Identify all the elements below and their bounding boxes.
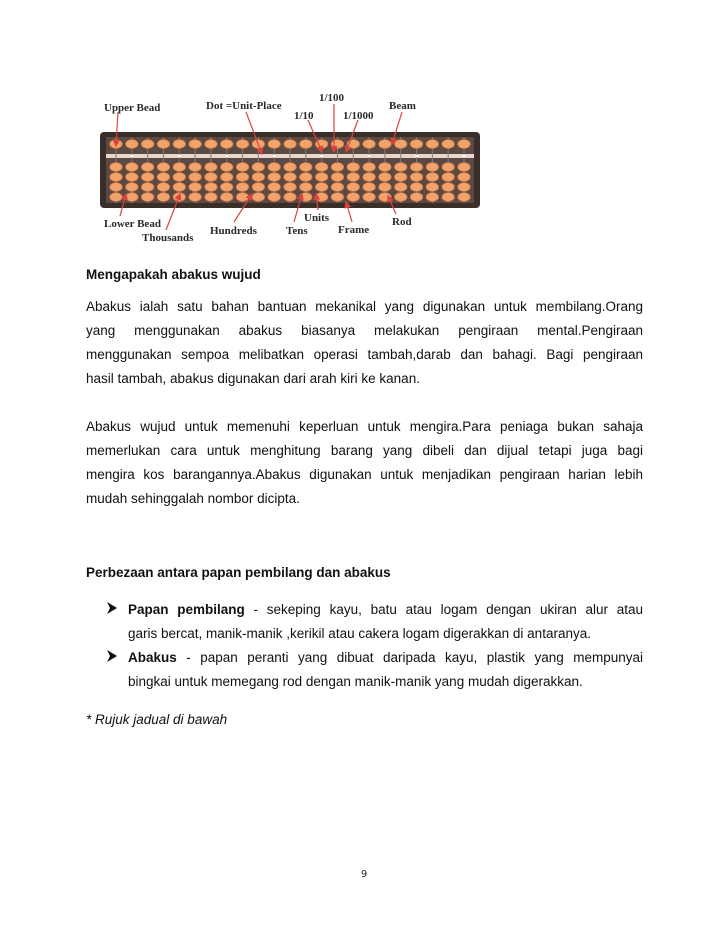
lower-bead: [410, 173, 422, 182]
paragraph-line: hasil tambah, abakus digunakan dari arah kiri ke kanan.: [86, 371, 420, 386]
lower-bead: [347, 183, 359, 192]
lower-bead: [205, 173, 217, 182]
lower-bead: [205, 193, 217, 202]
upper-bead: [379, 140, 391, 149]
lower-bead: [189, 173, 201, 182]
unit-dot: [463, 155, 466, 158]
lower-bead: [300, 173, 312, 182]
abacus-figure: [96, 88, 484, 248]
lower-bead: [363, 193, 375, 202]
lower-bead: [252, 193, 264, 202]
lower-bead: [410, 193, 422, 202]
label-hundredth: 1/100: [319, 92, 345, 104]
lower-bead: [126, 193, 138, 202]
lower-bead: [268, 193, 280, 202]
lower-bead: [442, 183, 454, 192]
lower-bead: [379, 163, 391, 172]
lower-bead: [189, 183, 201, 192]
lower-bead: [315, 163, 327, 172]
lower-bead: [395, 173, 407, 182]
lower-bead: [189, 163, 201, 172]
label-units: Units: [304, 212, 330, 224]
bullet-list: [106, 598, 643, 694]
paragraph-line: yang menggunakan abakus biasanya melakukan pengiraan mental.Pengiraan: [86, 323, 643, 338]
upper-bead: [410, 140, 422, 149]
paragraph-line: Abakus ialah satu bahan bantuan mekanikal yang digunakan untuk membilang.Orang: [86, 299, 643, 314]
lower-bead: [141, 193, 153, 202]
paragraph-line: mengira kos barangannya.Abakus digunakan untuk menjadikan pengiraan harian lebih: [86, 467, 643, 482]
upper-bead: [173, 140, 185, 149]
upper-bead: [189, 140, 201, 149]
paragraph-line: mudah sehinggalah nombor dicipta.: [86, 491, 300, 506]
paragraph-abacus-purpose: [86, 415, 643, 511]
upper-bead: [395, 140, 407, 149]
label-tens: Tens: [286, 225, 308, 237]
upper-bead: [205, 140, 217, 149]
lower-bead: [205, 163, 217, 172]
lower-bead: [347, 163, 359, 172]
paragraph-line: menggunakan sempoa melibatkan operasi tambah,darab dan bahagi. Bagi pengiraan: [86, 347, 643, 362]
lower-bead: [458, 193, 470, 202]
list-item-continuation: [106, 670, 643, 694]
lower-bead: [300, 183, 312, 192]
label-frame: Frame: [338, 224, 370, 236]
definition-text: - sekeping kayu, batu atau logam dengan ukiran alur atau: [244, 602, 643, 617]
unit-dot: [415, 155, 418, 158]
label-lower-bead: Lower Bead: [104, 218, 161, 230]
lower-bead: [126, 173, 138, 182]
list-item: [106, 598, 643, 622]
lower-bead: [300, 163, 312, 172]
lower-bead: [410, 183, 422, 192]
lower-bead: [205, 183, 217, 192]
lower-bead: [284, 163, 296, 172]
lower-bead: [110, 163, 122, 172]
lower-bead: [331, 193, 343, 202]
label-hundreds: Hundreds: [210, 225, 257, 237]
upper-bead: [221, 140, 233, 149]
unit-dot: [131, 155, 134, 158]
unit-dot: [320, 155, 323, 158]
lower-bead: [363, 173, 375, 182]
list-item-line: [128, 598, 643, 622]
lower-bead: [442, 193, 454, 202]
lower-bead: [395, 183, 407, 192]
lower-bead: [110, 193, 122, 202]
list-item-line: bingkai untuk memegang rod dengan manik-manik yang mudah digerakkan.: [128, 674, 583, 689]
lower-bead: [363, 183, 375, 192]
lower-bead: [458, 183, 470, 192]
lower-bead: [189, 193, 201, 202]
definition-text: - papan peranti yang dibuat daripada kayu, plastik yang mempunyai: [176, 650, 643, 665]
upper-bead: [157, 140, 169, 149]
lower-bead: [126, 183, 138, 192]
upper-bead: [442, 140, 454, 149]
lower-bead: [379, 173, 391, 182]
list-item-continuation: [106, 622, 643, 646]
paragraph-abacus-definition: [86, 295, 643, 391]
lower-bead: [141, 183, 153, 192]
lower-bead: [173, 163, 185, 172]
lower-bead: [236, 183, 248, 192]
lower-bead: [458, 163, 470, 172]
lower-bead: [347, 173, 359, 182]
lower-bead: [157, 193, 169, 202]
lower-bead: [157, 183, 169, 192]
lower-bead: [442, 173, 454, 182]
paragraph-line: memerlukan cara untuk menghitung barang yang dibeli dan dijual tetapi juga bagi: [86, 443, 643, 458]
arrow-bullet-icon: [106, 649, 118, 663]
lower-bead: [157, 163, 169, 172]
lower-bead: [126, 163, 138, 172]
lower-bead: [458, 173, 470, 182]
table-reference-note: * Rujuk jadual di bawah: [86, 712, 228, 727]
lower-bead: [331, 173, 343, 182]
term-abakus: Abakus: [128, 650, 177, 665]
lower-bead: [236, 163, 248, 172]
lower-bead: [284, 193, 296, 202]
label-thousandth: 1/1000: [343, 110, 374, 122]
page-number: 9: [360, 869, 368, 880]
lower-bead: [379, 183, 391, 192]
lower-bead: [252, 163, 264, 172]
list-item-line: [128, 646, 643, 670]
unit-dot: [368, 155, 371, 158]
lower-bead: [426, 193, 438, 202]
lower-bead: [221, 163, 233, 172]
upper-bead: [141, 140, 153, 149]
upper-bead: [236, 140, 248, 149]
lower-bead: [268, 163, 280, 172]
unit-dot: [273, 155, 276, 158]
upper-bead: [426, 140, 438, 149]
lower-bead: [141, 163, 153, 172]
lower-bead: [110, 183, 122, 192]
lower-bead: [347, 193, 359, 202]
upper-bead: [363, 140, 375, 149]
section-heading-difference: Perbezaan antara papan pembilang dan abakus: [86, 565, 391, 580]
upper-bead: [300, 140, 312, 149]
lower-bead: [110, 173, 122, 182]
lower-bead: [395, 193, 407, 202]
list-item: [106, 646, 643, 670]
lower-bead: [236, 173, 248, 182]
label-tenth: 1/10: [294, 110, 314, 122]
upper-bead: [284, 140, 296, 149]
upper-bead: [458, 140, 470, 149]
lower-bead: [236, 193, 248, 202]
lower-bead: [426, 163, 438, 172]
lower-bead: [363, 163, 375, 172]
lower-bead: [252, 183, 264, 192]
lower-bead: [410, 163, 422, 172]
upper-bead: [126, 140, 138, 149]
list-item-line: garis bercat, manik-manik ,kerikil atau cakera logam digerakkan di antaranya.: [128, 626, 591, 641]
lower-bead: [284, 173, 296, 182]
unit-dot: [178, 155, 181, 158]
label-rod: Rod: [392, 216, 412, 228]
lower-bead: [315, 173, 327, 182]
lower-bead: [173, 173, 185, 182]
lower-bead: [221, 173, 233, 182]
lower-bead: [426, 183, 438, 192]
lower-bead: [315, 183, 327, 192]
upper-bead: [268, 140, 280, 149]
label-upper-bead: Upper Bead: [104, 102, 161, 114]
lower-bead: [442, 163, 454, 172]
section-heading-why-abacus: Mengapakah abakus wujud: [86, 267, 261, 282]
label-dot-unit-place: Dot =Unit-Place: [206, 100, 282, 112]
lower-bead: [141, 173, 153, 182]
upper-bead: [331, 140, 343, 149]
lower-bead: [173, 183, 185, 192]
lower-bead: [331, 163, 343, 172]
term-papan-pembilang: Papan pembilang: [128, 602, 245, 617]
lower-bead: [157, 173, 169, 182]
label-thousands: Thousands: [142, 232, 194, 244]
unit-dot: [225, 155, 228, 158]
arrow-bullet-icon: [106, 601, 118, 615]
label-beam: Beam: [389, 100, 416, 112]
lower-bead: [395, 163, 407, 172]
lower-bead: [268, 183, 280, 192]
lower-bead: [426, 173, 438, 182]
lower-bead: [268, 173, 280, 182]
lower-bead: [252, 173, 264, 182]
lower-bead: [331, 183, 343, 192]
paragraph-line: Abakus wujud untuk memenuhi keperluan untuk mengira.Para peniaga bukan sahaja: [86, 419, 643, 434]
lower-bead: [221, 183, 233, 192]
lower-bead: [221, 193, 233, 202]
lower-bead: [284, 183, 296, 192]
